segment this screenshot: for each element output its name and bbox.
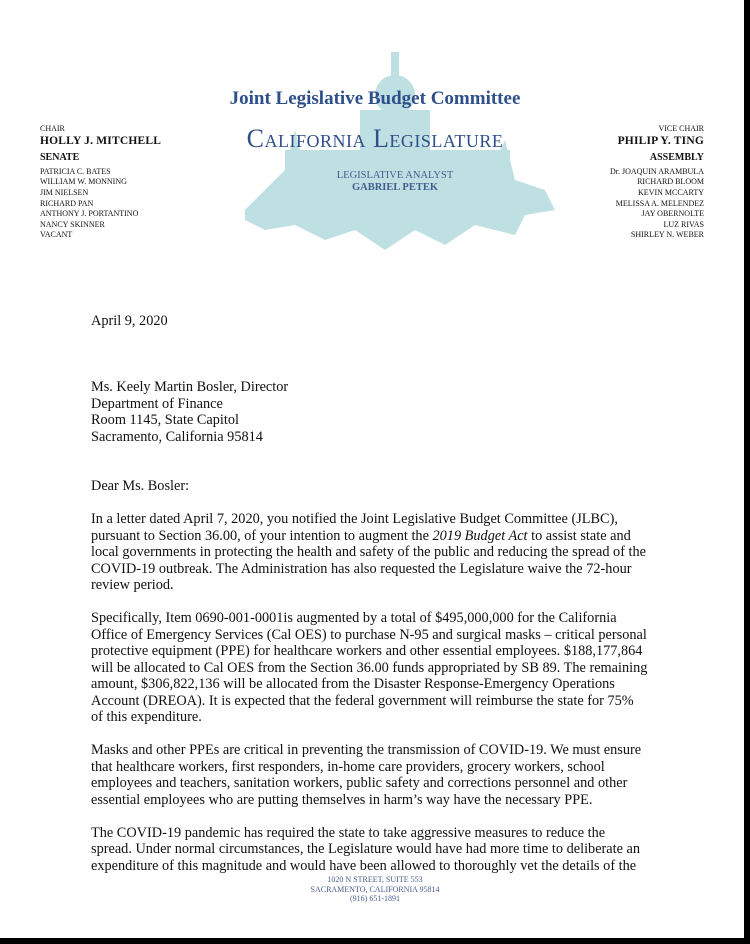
text-line: Masks and other PPEs are critical in preventing the transmission of COVID-19. We must ensure	[91, 742, 642, 758]
text-line: Office of Emergency Services (Cal OES) to purchase N-95 and surgical masks – critical personal	[91, 626, 647, 643]
assembly-member: KEVIN MCCARTY	[638, 187, 704, 197]
address-line: Room 1145, State Capitol	[91, 412, 239, 428]
text-line: expenditure of this magnitude and would have been allowed to thoroughly vet the details of the	[91, 857, 637, 874]
text-line: The COVID-19 pandemic has required the state to take aggressive measures to reduce the	[91, 824, 606, 841]
assembly-member: Dr. JOAQUIN ARAMBULA	[609, 166, 704, 176]
vice-chair-label: VICE CHAIR	[658, 124, 704, 133]
text-line: local governments in protecting the health and safety of the public and reducing the spread of the	[91, 544, 647, 560]
text-line: Specifically, Item 0690-001-0001is augmented by a total of $495,000,000 for the California	[91, 610, 617, 626]
salutation: Dear Ms. Bosler:	[91, 478, 190, 494]
text-line: will be allocated to Cal OES from the Section 36.00 funds appropriated by SB 89. The remaining	[91, 659, 648, 676]
text-line: amount, $306,822,136 will be allocated from the Disaster Response-Emergency Operations	[91, 676, 615, 692]
senate-member: RICHARD PAN	[40, 198, 94, 208]
analyst-title: LEGISLATIVE ANALYST	[336, 170, 454, 181]
text-line: essential employees who are putting themselves in harm’s way have the necessary PPE.	[91, 791, 593, 808]
paragraph	[91, 610, 647, 726]
assembly-member: JAY OBERNOLTE	[641, 209, 704, 219]
analyst-name: GABRIEL PETEK	[351, 182, 439, 193]
text-line: that healthcare workers, first responders, in-home care providers, grocery workers, school	[91, 758, 605, 775]
assembly-member: LUZ RIVAS	[663, 219, 704, 229]
footer-address	[0, 875, 750, 904]
assembly-members	[610, 167, 704, 241]
paragraph	[91, 825, 647, 875]
paragraph	[91, 511, 647, 594]
footer-line: (916) 651-1891	[350, 894, 400, 904]
text-line: pursuant to Section 36.00, of your intention to augment the 2019 Budget Act to assist state and	[91, 527, 631, 544]
assembly-member: SHIRLEY N. WEBER	[630, 230, 704, 240]
senate-member: VACANT	[40, 230, 73, 240]
committee-title: Joint Legislative Budget Committee	[229, 88, 521, 109]
senate-label: SENATE	[40, 152, 80, 164]
assembly-label: ASSEMBLY	[649, 152, 704, 164]
text-line: of this expenditure.	[91, 709, 202, 725]
address-line: Sacramento, California 95814	[91, 428, 263, 445]
letter-paragraphs	[91, 511, 647, 874]
senate-member: JIM NIELSEN	[40, 187, 89, 197]
senate-member: NANCY SKINNER	[40, 219, 105, 229]
legislature-title: California Legislature	[246, 124, 504, 153]
text-line: Account (DREOA). It is expected that the federal government will reimburse the state for 75%	[91, 692, 634, 709]
chair-label: CHAIR	[40, 124, 65, 133]
senate-members	[40, 167, 161, 241]
letter-body	[91, 313, 647, 874]
text-line: In a letter dated April 7, 2020, you notified the Joint Legislative Budget Committee (JLBC),	[91, 511, 618, 527]
footer-line: 1020 N STREET, SUITE 553	[327, 875, 423, 884]
address-line: Ms. Keely Martin Bosler, Director	[91, 379, 289, 395]
vice-chair-name: PHILIP Y. TING	[617, 134, 704, 147]
footer-line: SACRAMENTO, CALIFORNIA 95814	[310, 884, 440, 894]
assembly-column	[610, 124, 704, 241]
text-line: protective equipment (PPE) for healthcare workers and other essential employees. $188,177,864	[91, 643, 643, 659]
text-line: spread. Under normal circumstances, the Legislature would have had more time to deliberate an	[91, 841, 641, 857]
chair-name: HOLLY J. MITCHELL	[40, 134, 162, 147]
senate-member: PATRICIA C. BATES	[40, 166, 111, 176]
senate-member: ANTHONY J. PORTANTINO	[40, 209, 139, 219]
paragraph	[91, 742, 647, 808]
text-line: employees and teachers, sanitation workers, public safety and corrections personnel and other	[91, 775, 628, 791]
assembly-member: RICHARD BLOOM	[637, 177, 704, 187]
recipient-address	[91, 379, 647, 445]
text-line: review period.	[91, 577, 174, 593]
letter-date: April 9, 2020	[91, 313, 168, 329]
senate-column	[40, 124, 161, 241]
senate-member: WILLIAM W. MONNING	[40, 177, 127, 187]
capitol-crest-logo	[225, 40, 570, 270]
assembly-member: MELISSA A. MELENDEZ	[615, 198, 704, 208]
address-line: Department of Finance	[91, 395, 223, 412]
text-line: COVID-19 outbreak. The Administration has also requested the Legislature waive the 72-hour	[91, 560, 632, 577]
